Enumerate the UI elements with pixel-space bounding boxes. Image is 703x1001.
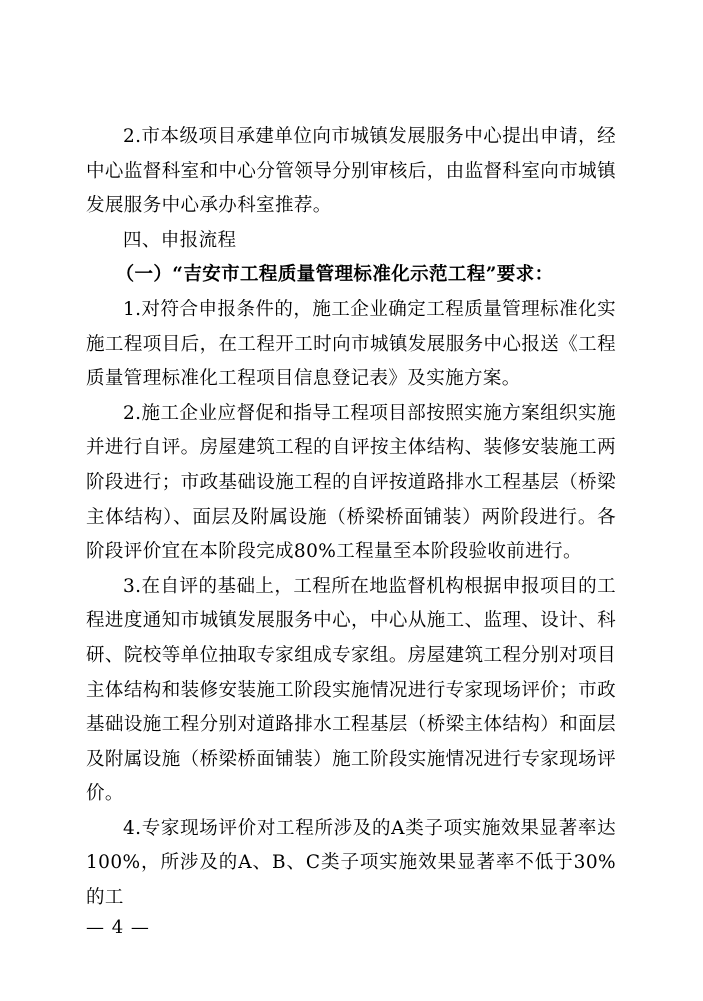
paragraph-item-3: 3.在自评的基础上，工程所在地监督机构根据申报项目的工程进度通知市城镇发展服务中心，中心从施工、监理、设计、科研、院校等单位抽取专家组成专家组。房屋建筑工程分别对项目主体结构和装修安装施工阶段实施情况进行专家现场评价；市政基础设施工程分别对道路排水工程基层（桥梁主体结构）和面层及附属设施（桥梁桥面铺装）施工阶段实施情况进行专家现场评价。 (86, 575, 616, 805)
paragraph-application-recommendation: 2.市本级项目承建单位向市城镇发展服务中心提出申请，经中心监督科室和中心分管领导分别审核后，由监督科室向市城镇发展服务中心承办科室推荐。 (86, 126, 616, 217)
paragraph-item-2: 2.施工企业应督促和指导工程项目部按照实施方案组织实施并进行自评。房屋建筑工程的自评按主体结构、装修安装施工两阶段进行；市政基础设施工程的自评按道路排水工程基层（桥梁主体结构）、面层及附属设施（桥梁桥面铺装）两阶段进行。各阶段评价宜在本阶段完成80%工程量至本阶段验收前进行。 (86, 402, 616, 563)
section-heading-process: 四、申报流程 (123, 229, 237, 251)
document-body (86, 120, 616, 916)
paragraph-item-4: 4.专家现场评价对工程所涉及的A类子项实施效果显著率达100%，所涉及的A、B、C类子项实施效果显著率不低于30%的工 (86, 817, 616, 909)
page-number: — 4 — (86, 917, 150, 938)
subsection-heading-requirements: （一）“吉安市工程质量管理标准化示范工程”要求： (115, 264, 554, 286)
paragraph-item-1: 1.对符合申报条件的，施工企业确定工程质量管理标准化实施工程项目后，在工程开工时向市城镇发展服务中心报送《工程质量管理标准化工程项目信息登记表》及实施方案。 (86, 298, 616, 390)
